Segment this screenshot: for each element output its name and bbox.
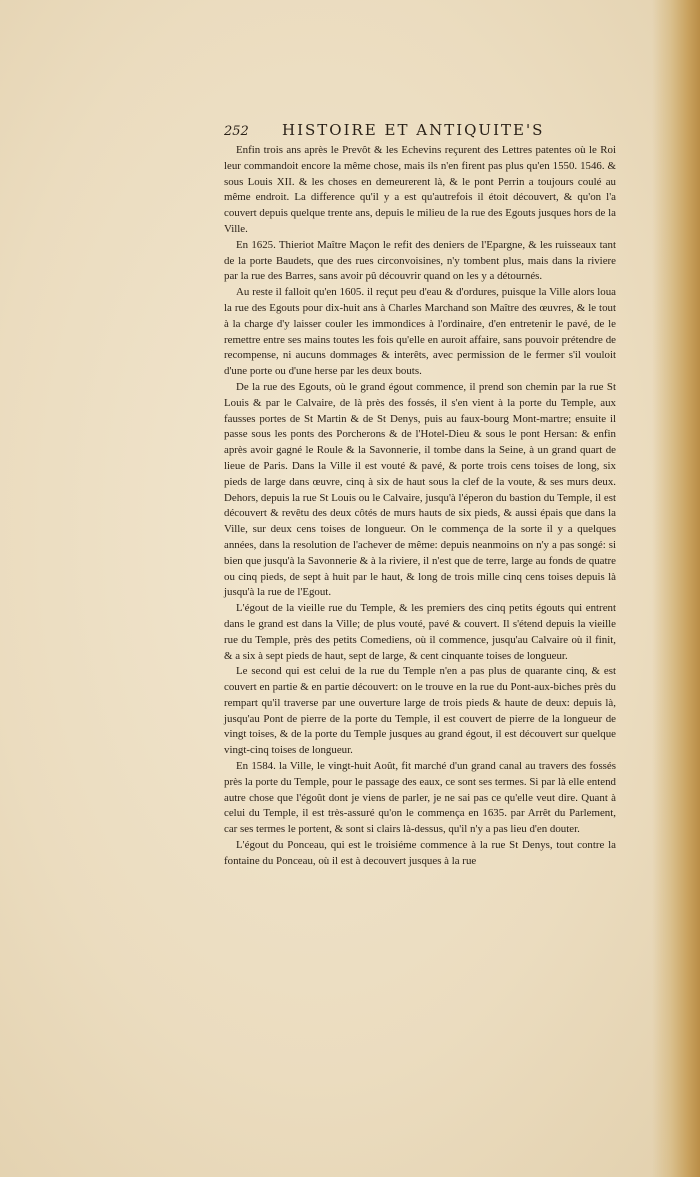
- paragraph: L'égout du Ponceau, qui est le troisiéme commence à la rue St Denys, tout contre la fontaine du Ponceau, où il est à decouvert jusques à la rue: [224, 839, 616, 867]
- page-number: 252: [224, 124, 249, 139]
- body-text: [224, 143, 616, 870]
- paragraph: Enfin trois ans après le Prevôt & les Echevins reçurent des Lettres patentes où le Roi leur commandoit encore la même chose, mais ils n'en firent pas plus qu'en 1550. 1546. & sous Louis XII. & les choses en demeurerent là, & le pont Perrin a toujours coulé au même endroit. La difference qu'il y a est qu'autrefois il étoit découvert, & qu'on l'a couvert depuis quelque trente ans, depuis le milieu de la rue des Egouts jusques hors de la Ville.: [224, 144, 616, 235]
- paragraph: L'égout de la vieille rue du Temple, & les premiers des cinq petits égouts qui entrent dans le grand est dans la Ville; de plus vouté, pavé & couvert. Il s'étend depuis la vieille rue du Temple, près des petits Comediens, où il commence, jusqu'au Calvaire où il finit, & a six à sept pieds de haut, sept de large, & cent cinquante toises de longueur.: [224, 602, 616, 662]
- paragraph: En 1584. la Ville, le vingt-huit Août, fit marché d'un grand canal au travers des fossés près la porte du Temple, pour le passage des eaux, ce sont ses termes. Si par là elle entend autre chose que l'égoût dont je viens de parler, je ne sai pas ce qu'elle veut dire. Quant à celui du Temple, il est très-assuré qu'on le commença en 1635. par Arrêt du Parlement, car ses termes le portent, & sont si clairs là-dessus, qu'il n'y a pas lieu d'en douter.: [224, 760, 616, 836]
- paragraph: Le second qui est celui de la rue du Temple n'en a pas plus de quarante cinq, & est couvert en partie & en partie découvert: on le trouve en la rue du Pont-aux-biches près du rempart qu'il traverse par une ouverture large de trois pieds & haute de deux: depuis là, jusqu'au Pont de pierre de la porte du Temple, il est couvert de pierre de la longueur de vingt toises, & de la porte du Temple jusques au grand égout, il est découvert sur quelque vingt-cinq toises de longueur.: [224, 665, 616, 757]
- running-head: HISTOIRE ET ANTIQUITE'S: [282, 121, 545, 139]
- page-header: [224, 121, 604, 143]
- paragraph: Au reste il falloit qu'en 1605. il reçut peu d'eau & d'ordures, puisque la Ville alors loua la rue des Egouts pour dix-huit ans à Charles Marchand son Maître des œuvres, & le tout à la charge d'y laisser couler les immondices à l'ordinaire, d'en entretenir le pavé, de le remettre entre ses mains toutes les fois qu'elle en auroit affaire, sans pouvoir prétendre de recompense, ni aucuns dommages & interêts, avec permission de le fermer s'il vouloit d'une porte ou d'une herse par les deux bouts.: [224, 286, 616, 378]
- paragraph: En 1625. Thieriot Maître Maçon le refit des deniers de l'Epargne, & les ruisseaux tant de la porte Baudets, que des rues circonvoisines, n'y tombent plus, mais dans la riviere par la rue des Barres, sans avoir pû découvrir quand on les y a détournés.: [224, 238, 616, 283]
- paragraph: De la rue des Egouts, où le grand égout commence, il prend son chemin par la rue St Louis & par le Calvaire, de là près des fossés, il s'en vient à la porte du Temple, aux fausses portes de St Martin & de St Denys, puis au faux-bourg Mont-martre; ensuite il passe sous les ponts des Porcherons & de l'Hotel-Dieu & sous le pont Hersan: & enfin après avoir gagné le Roule & la Savonnerie, il tombe dans la Seine, à un grand quart de lieue de Paris. Dans la Ville il est vouté & pavé, & porte trois cens toises de long, six pieds de large dans œuvre, cinq à six de haut sous la clef de la voute, & ses murs deux. Dehors, depuis la rue St Louis ou le Calvaire, jusqu'à l'éperon du bastion du Temple, il est découvert & revêtu des deux côtés de murs hauts de six pieds, & aussi épais que dans la Ville, sur deux cens toises de longueur. On le commença de la sorte il y a quelques années, dans la resolution de l'achever de même: depuis neanmoins on n'y a pas songé: si bien que jusqu'à la Savonnerie & à la riviere, il n'est que de terre, large au fonds de quatre ou cinq pieds, de sept à huit par le haut, & long de trois mille cinq cens toises depuis là jusqu'à la rue de l'Egout.: [224, 380, 616, 599]
- page-edge-shadow: [652, 0, 700, 1177]
